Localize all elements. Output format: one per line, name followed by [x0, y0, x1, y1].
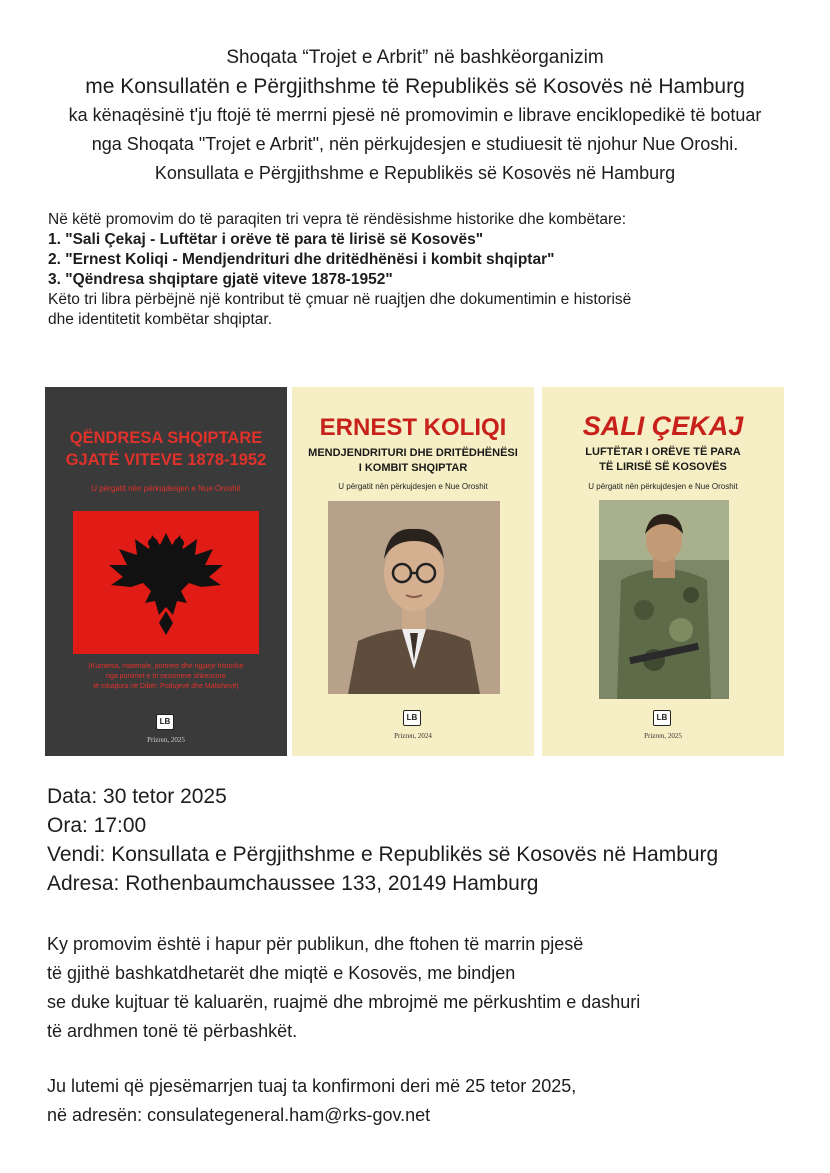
book-cover-qendresa [45, 387, 287, 756]
book-title [542, 445, 784, 475]
portrait-figure [328, 501, 500, 694]
event-details [47, 782, 718, 898]
book-title-line: I KOMBIT SHQIPTAR [358, 462, 468, 474]
intro-closing: Këto tri libra përbëjnë një kontribut të çmuar në ruajtjen dhe dokumentimin e historisë [48, 291, 632, 308]
book-list-item: 1. "Sali Çekaj - Luftëtar i orëve të para të lirisë së Kosovës" [48, 231, 484, 248]
portrait-photo [328, 501, 500, 694]
book-subtitle: U përgatit nën përkujdesjen e Nue Oroshit [91, 484, 241, 493]
header-line-5: Konsullata e Përgjithshme e Republikës së Kosovës në Hamburg [154, 163, 676, 183]
book-list-item: 3. "Qëndresa shqiptare gjatë viteve 1878-1952" [48, 271, 393, 288]
publisher-logo: LB [403, 710, 421, 726]
book-author-name: SALI ÇEKAJ [582, 411, 744, 441]
invitation-line: të ardhmen tonë të përbashkët. [47, 1021, 298, 1041]
header-line-2: me Konsullatën e Përgjithshme të Republikës së Kosovës në Hamburg [85, 75, 745, 98]
publisher-imprint: Prizren, 2025 [147, 736, 185, 744]
book-title-line: MENDJENDRITURI DHE DRITËDHËNËSI [308, 447, 518, 459]
invitation-line: të gjithë bashkatdhetarët dhe miqtë e Kosovës, me bindjen [47, 963, 516, 983]
invitation-paragraph [47, 930, 640, 1046]
event-date: Data: 30 tetor 2025 [47, 785, 227, 808]
publisher-imprint: Prizren, 2024 [394, 732, 432, 740]
book-description [59, 662, 273, 692]
rsvp-note [47, 1072, 576, 1130]
book-title-line: QËNDRESA SHQIPTARE [69, 429, 263, 447]
albanian-flag [73, 511, 259, 654]
intro-closing: dhe identitetit kombëtar shqiptar. [48, 311, 273, 328]
event-venue: Vendi: Konsullata e Përgjithshme e Republikës së Kosovës në Hamburg [47, 843, 719, 866]
publisher-imprint: Prizren, 2025 [644, 732, 682, 740]
header [0, 44, 830, 188]
publisher-logo: LB [156, 714, 174, 730]
book-title-line: LUFTËTAR I ORËVE TË PARA [585, 446, 741, 458]
book-title-line: GJATË VITEVE 1878-1952 [65, 451, 267, 469]
book-title [45, 427, 287, 471]
event-address: Adresa: Rothenbaumchaussee 133, 20149 Hamburg [47, 872, 539, 895]
event-time: Ora: 17:00 [47, 814, 147, 837]
book-description-line: (Kumtesa, materiale, portrete dhe ngjarje historike [88, 663, 244, 670]
book-description-line: nga punimet e tri sesioneve shkencore [106, 673, 226, 680]
intro [48, 210, 788, 330]
invitation-line: Ky promovim është i hapur për publikun, dhe ftohen të marrin pjesë [47, 934, 584, 954]
book-title [292, 446, 534, 476]
book-covers [45, 387, 785, 757]
soldier-photo [599, 500, 729, 699]
rsvp-line: Ju lutemi që pjesëmarrjen tuaj ta konfirmoni deri më 25 tetor 2025, [47, 1076, 577, 1096]
book-list-item: 2. "Ernest Koliqi - Mendjendrituri dhe dritëdhënësi i kombit shqiptar" [48, 251, 555, 268]
invitation-line: se duke kujtuar të kaluarën, ruajmë dhe mbrojmë me përkushtim e dashuri [47, 992, 641, 1012]
rsvp-email-line: në adresën: consulategeneral.ham@rks-gov.net [47, 1105, 431, 1125]
book-cover-cekaj [542, 387, 784, 756]
book-title-line: TË LIRISË SË KOSOVËS [599, 461, 727, 473]
publisher-logo: LB [653, 710, 671, 726]
double-headed-eagle-icon [73, 511, 259, 654]
book-subtitle: U përgatit nën përkujdesjen e Nue Oroshit [588, 482, 738, 491]
intro-lead: Në këtë promovim do të paraqiten tri vepra të rëndësishme historike dhe kombëtare: [48, 211, 627, 228]
header-line-4: nga Shoqata "Trojet e Arbrit", nën përkujdesjen e studiuesit të njohur Nue Oroshi. [91, 134, 739, 154]
header-line-3: ka kënaqësinë t'ju ftojë të merrni pjesë në promovimin e librave enciklopedikë të botuar [68, 105, 762, 125]
book-author-name: ERNEST KOLIQI [319, 414, 507, 441]
header-line-1: Shoqata “Trojet e Arbrit” në bashkëorganizim [226, 47, 604, 68]
book-subtitle: U përgatit nën përkujdesjen e Nue Oroshit [338, 482, 488, 491]
book-description-line: të mbajtura në Dibër, Podujevë dhe Malishevë) [93, 683, 239, 690]
book-cover-koliqi [292, 387, 534, 756]
soldier-figure [599, 500, 729, 699]
